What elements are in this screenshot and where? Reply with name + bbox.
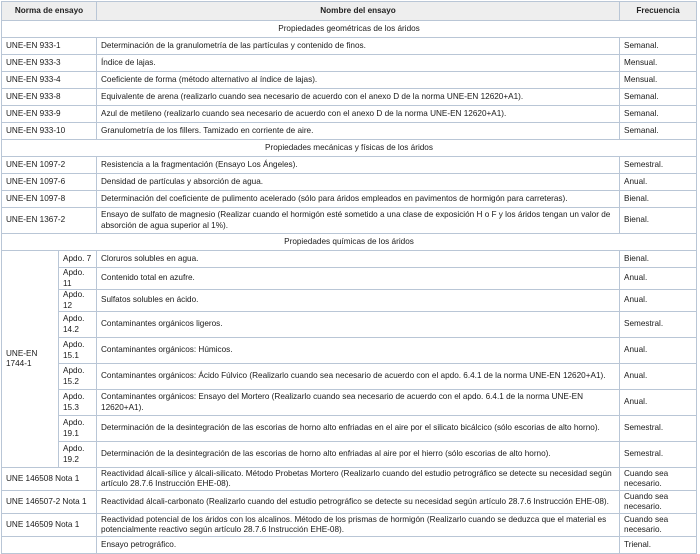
nombre-cell: Contaminantes orgánicos ligeros. <box>97 312 620 338</box>
nombre-cell: Contenido total en azufre. <box>97 268 620 290</box>
frecuencia-cell: Anual. <box>620 364 697 390</box>
table-row <box>2 38 697 55</box>
nombre-cell: Determinación de la granulometría de las partículas y contenido de finos. <box>97 38 620 55</box>
norma-cell: UNE 146508 Nota 1 <box>2 468 97 491</box>
table-row <box>2 123 697 140</box>
table-row <box>2 312 697 338</box>
norma-cell: UNE-EN 933-1 <box>2 38 97 55</box>
frecuencia-cell: Semanal. <box>620 123 697 140</box>
frecuencia-cell: Mensual. <box>620 55 697 72</box>
group-norma-cell: UNE-EN 1744-1 <box>2 251 59 468</box>
frecuencia-cell: Trienal. <box>620 537 697 554</box>
nombre-cell: Cloruros solubles en agua. <box>97 251 620 268</box>
frecuencia-cell: Cuando sea necesario. <box>620 491 697 514</box>
nombre-cell: Ensayo de sulfato de magnesio (Realizar cuando el hormigón esté sometido a una clase de exposición H o F y los áridos tengan un valor de absorción de agua superior al 1%). <box>97 208 620 234</box>
section-title-quimicas: Propiedades químicas de los áridos <box>2 234 697 251</box>
header-frecuencia: Frecuencia <box>620 2 697 21</box>
table-row <box>2 72 697 89</box>
frecuencia-cell: Semanal. <box>620 106 697 123</box>
frecuencia-cell: Semestral. <box>620 312 697 338</box>
frecuencia-cell: Anual. <box>620 268 697 290</box>
nombre-cell: Contaminantes orgánicos: Húmicos. <box>97 338 620 364</box>
frecuencia-cell: Anual. <box>620 174 697 191</box>
table-row <box>2 208 697 234</box>
table-row <box>2 468 697 491</box>
nombre-cell: Resistencia a la fragmentación (Ensayo Los Ángeles). <box>97 157 620 174</box>
norma-cell: UNE-EN 933-10 <box>2 123 97 140</box>
apdo-cell: Apdo. 7 <box>59 251 97 268</box>
section-title-mecanicas: Propiedades mecánicas y físicas de los áridos <box>2 140 697 157</box>
nombre-cell: Determinación de la desintegración de las escorias de horno alto enfriadas en el aire por el silicato bicálcico (sólo escorias de alto horno). <box>97 416 620 442</box>
apdo-cell: Apdo. 15.2 <box>59 364 97 390</box>
table-row <box>2 251 697 268</box>
norma-cell: UNE-EN 933-4 <box>2 72 97 89</box>
norma-cell: UNE 146509 Nota 1 <box>2 514 97 537</box>
header-nombre: Nombre del ensayo <box>97 2 620 21</box>
header-norma: Norma de ensayo <box>2 2 97 21</box>
nombre-cell: Determinación del coeficiente de pulimento acelerado (sólo para áridos empleados en pavimentos de hormigón para carreteras). <box>97 191 620 208</box>
nombre-cell: Granulometría de los fillers. Tamizado en corriente de aire. <box>97 123 620 140</box>
table-row <box>2 157 697 174</box>
norma-cell: UNE-EN 1367-2 <box>2 208 97 234</box>
norma-cell: UNE-EN 933-3 <box>2 55 97 72</box>
nombre-cell: Sulfatos solubles en ácido. <box>97 290 620 312</box>
apdo-cell: Apdo. 19.1 <box>59 416 97 442</box>
frecuencia-cell: Anual. <box>620 290 697 312</box>
table-row <box>2 89 697 106</box>
header-row <box>2 2 697 21</box>
table-row <box>2 390 697 416</box>
apdo-cell: Apdo. 14.2 <box>59 312 97 338</box>
table-row <box>2 191 697 208</box>
frecuencia-cell: Bienal. <box>620 251 697 268</box>
norma-cell: UNE-EN 1097-6 <box>2 174 97 191</box>
section-row <box>2 140 697 157</box>
frecuencia-cell: Anual. <box>620 338 697 364</box>
norma-cell: UNE-EN 1097-2 <box>2 157 97 174</box>
nombre-cell: Índice de lajas. <box>97 55 620 72</box>
nombre-cell: Reactividad potencial de los áridos con los alcalinos. Método de los prismas de hormigón (Realizarlo cuando se deduzca que el material es potencialmente reactivo según artículo 28.7.6 Instrucción EHE-08). <box>97 514 620 537</box>
frecuencia-cell: Semanal. <box>620 38 697 55</box>
table-row <box>2 442 697 468</box>
table-row <box>2 491 697 514</box>
table-row <box>2 537 697 554</box>
table-row <box>2 174 697 191</box>
section-row <box>2 21 697 38</box>
frecuencia-cell: Semestral. <box>620 416 697 442</box>
nombre-cell: Contaminantes orgánicos: Ácido Fúlvico (Realizarlo cuando sea necesario de acuerdo con el apdo. 6.4.1 de la norma UNE-EN 12620+A1). <box>97 364 620 390</box>
frecuencia-cell: Mensual. <box>620 72 697 89</box>
norma-cell: UNE-EN 933-9 <box>2 106 97 123</box>
tests-table <box>1 1 697 554</box>
nombre-cell: Ensayo petrográfico. <box>97 537 620 554</box>
table-row <box>2 416 697 442</box>
frecuencia-cell: Semestral. <box>620 442 697 468</box>
table-row <box>2 55 697 72</box>
section-row <box>2 234 697 251</box>
section-title-geometricas: Propiedades geométricas de los áridos <box>2 21 697 38</box>
norma-cell: UNE 146507-2 Nota 1 <box>2 491 97 514</box>
nombre-cell: Reactividad álcali-sílice y álcali-silicato. Método Probetas Mortero (Realizarlo cuando del estudio petrográfico se detecte su necesidad según artículo 28.7.6 Instrucción EHE-08). <box>97 468 620 491</box>
apdo-cell: Apdo. 12 <box>59 290 97 312</box>
frecuencia-cell: Cuando sea necesario. <box>620 468 697 491</box>
frecuencia-cell: Semanal. <box>620 89 697 106</box>
frecuencia-cell: Cuando sea necesario. <box>620 514 697 537</box>
nombre-cell: Equivalente de arena (realizarlo cuando sea necesario de acuerdo con el anexo D de la norma UNE-EN 12620+A1). <box>97 89 620 106</box>
frecuencia-cell: Bienal. <box>620 208 697 234</box>
table-row <box>2 338 697 364</box>
frecuencia-cell: Semestral. <box>620 157 697 174</box>
nombre-cell: Reactividad álcali-carbonato (Realizarlo cuando del estudio petrográfico se detecte su necesidad según artículo 28.7.6 Instrucción EHE-08). <box>97 491 620 514</box>
nombre-cell: Determinación de la desintegración de las escorias de horno alto enfriadas al aire por el hierro (sólo escorias de alto horno). <box>97 442 620 468</box>
table-row <box>2 106 697 123</box>
table-row <box>2 514 697 537</box>
table-row <box>2 364 697 390</box>
apdo-cell: Apdo. 19.2 <box>59 442 97 468</box>
apdo-cell: Apdo. 11 <box>59 268 97 290</box>
nombre-cell: Coeficiente de forma (método alternativo al índice de lajas). <box>97 72 620 89</box>
norma-cell <box>2 537 97 554</box>
apdo-cell: Apdo. 15.3 <box>59 390 97 416</box>
nombre-cell: Azul de metileno (realizarlo cuando sea necesario de acuerdo con el anexo D de la norma UNE-EN 12620+A1). <box>97 106 620 123</box>
nombre-cell: Densidad de partículas y absorción de agua. <box>97 174 620 191</box>
table-row <box>2 268 697 290</box>
frecuencia-cell: Anual. <box>620 390 697 416</box>
nombre-cell: Contaminantes orgánicos: Ensayo del Mortero (Realizarlo cuando sea necesario de acuerdo con el apdo. 6.4.1 de la norma UNE-EN 12620+A1). <box>97 390 620 416</box>
norma-cell: UNE-EN 1097-8 <box>2 191 97 208</box>
frecuencia-cell: Bienal. <box>620 191 697 208</box>
norma-cell: UNE-EN 933-8 <box>2 89 97 106</box>
table-row <box>2 290 697 312</box>
apdo-cell: Apdo. 15.1 <box>59 338 97 364</box>
